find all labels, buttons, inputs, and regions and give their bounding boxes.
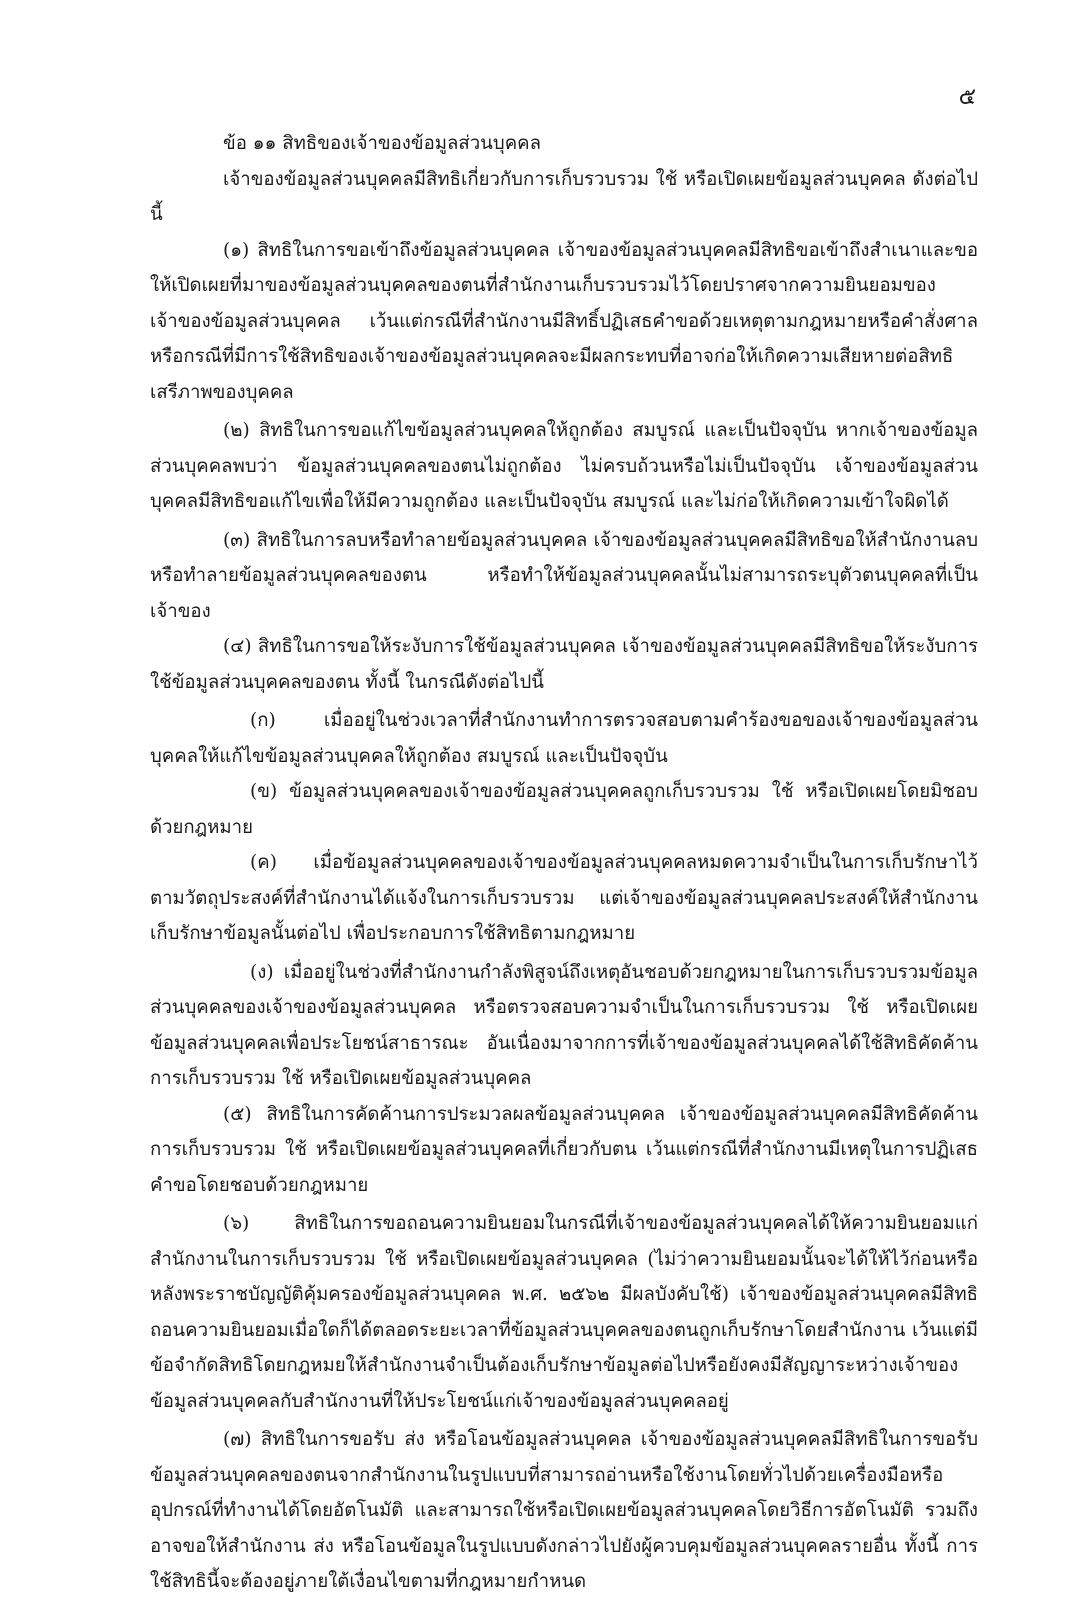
right-item-4: (๔) สิทธิในการขอให้ระงับการใช้ข้อมูลส่วนบุคคล เจ้าของข้อมูลส่วนบุคคลมีสิทธิขอให้ระงับการใช้ข้อมูลส่วนบุคคลของตน ทั้งนี้ ในกรณีดังต่อไปนี้ [150,636,978,693]
right-item-7: (๗) สิทธิในการขอรับ ส่ง หรือโอนข้อมูลส่วนบุคคล เจ้าของข้อมูลส่วนบุคคลมีสิทธิในการขอรับข้อมูลส่วนบุคคลของตนจากสำนักงานในรูปแบบที่สามารถอ่านหรือใช้งานโดยทั่วไปด้วยเครื่องมือหรืออุปกรณ์ที่ทำงานได้โดยอัตโนมัติ และสามารถใช้หรือเปิดเผยข้อมูลส่วนบุคคลโดยวิธีการอัตโนมัติ รวมถึงอาจขอให้สำนักงาน ส่ง หรือโอนข้อมูลในรูปแบบดังกล่าวไปยังผู้ควบคุมข้อมูลส่วนบุคคลรายอื่น ทั้งนี้ การใช้สิทธินี้จะต้องอยู่ภายใต้เงื่อนไขตามที่กฎหมายกำหนด [150,1429,978,1592]
right-item-6: (๖) สิทธิในการขอถอนความยินยอมในกรณีที่เจ้าของข้อมูลส่วนบุคคลได้ให้ความยินยอมแก่สำนักงานในการเก็บรวบรวม ใช้ หรือเปิดเผยข้อมูลส่วนบุคคล (ไม่ว่าความยินยอมนั้นจะได้ให้ไว้ก่อนหรือหลังพระราชบัญญัติคุ้มครองข้อมูลส่วนบุคคล พ.ศ. ๒๕๖๒ มีผลบังคับใช้) เจ้าของข้อมูลส่วนบุคคลมีสิทธิถอนความยินยอมเมื่อใดก็ได้ตลอดระยะเวลาที่ข้อมูลส่วนบุคคลของตนถูกเก็บรักษาโดยสำนักงาน เว้นแต่มีข้อจำกัดสิทธิโดยกฎหมยให้สำนักงานจำเป็นต้องเก็บรักษาข้อมูลต่อไปหรือยังคงมีสัญญาระหว่างเจ้าของข้อมูลส่วนบุคคลกับสำนักงานที่ให้ประโยชน์แก่เจ้าของข้อมูลส่วนบุคคลอยู่ [150,1213,978,1412]
right-item-3: (๓) สิทธิในการลบหรือทำลายข้อมูลส่วนบุคคล เจ้าของข้อมูลส่วนบุคคลมีสิทธิขอให้สำนักงานลบหรือทำลายข้อมูลส่วนบุคคลของตน หรือทำให้ข้อมูลส่วนบุคคลนั้นไม่สามารถระบุตัวตนบุคคลที่เป็นเจ้าของ [150,529,978,622]
section-heading: ข้อ ๑๑ สิทธิของเจ้าของข้อมูลส่วนบุคคล [223,133,541,154]
sub-item-kho: (ข) ข้อมูลส่วนบุคคลของเจ้าของข้อมูลส่วนบุคคลถูกเก็บรวบรวม ใช้ หรือเปิดเผยโดยมิชอบด้วยกฎหมาย [150,781,978,838]
right-item-5: (๕) สิทธิในการคัดค้านการประมวลผลข้อมูลส่วนบุคคล เจ้าของข้อมูลส่วนบุคคลมีสิทธิคัดค้านการเก็บรวบรวม ใช้ หรือเปิดเผยข้อมูลส่วนบุคคลที่เกี่ยวกับตน เว้นแต่กรณีที่สำนักงานมีเหตุในการปฏิเสธคำขอโดยชอบด้วยกฎหมาย [150,1103,978,1196]
right-item-2: (๒) สิทธิในการขอแก้ไขข้อมูลส่วนบุคคลให้ถูกต้อง สมบูรณ์ และเป็นปัจจุบัน หากเจ้าของข้อมูลส่วนบุคคลพบว่า ข้อมูลส่วนบุคคลของตนไม่ถูกต้อง ไม่ครบถ้วนหรือไม่เป็นปัจจุบัน เจ้าของข้อมูลส่วนบุคคลมีสิทธิขอแก้ไขเพื่อให้มีความถูกต้อง และเป็นปัจจุบัน สมบูรณ์ และไม่ก่อให้เกิดความเข้าใจผิดได้ [150,420,978,512]
sub-item-ka: (ก) เมื่ออยู่ในช่วงเวลาที่สำนักงานทำการตรวจสอบตามคำร้องขอของเจ้าของข้อมูลส่วนบุคคลให้แก้ไขข้อมูลส่วนบุคคลให้ถูกต้อง สมบูรณ์ และเป็นปัจจุบัน [150,710,978,767]
document-body [150,126,978,1600]
right-item-1: (๑) สิทธิในการขอเข้าถึงข้อมูลส่วนบุคคล เจ้าของข้อมูลส่วนบุคคลมีสิทธิขอเข้าถึงสำเนาและขอให้เปิดเผยที่มาของข้อมูลส่วนบุคคลของตนที่สำนักงานเก็บรวบรวมไว้โดยปราศจากความยินยอมของเจ้าของข้อมูลส่วนบุคคล เว้นแต่กรณีที่สำนักงานมีสิทธิ์ปฏิเสธคำขอด้วยเหตุตามกฎหมายหรือคำสั่งศาลหรือกรณีที่มีการใช้สิทธิของเจ้าของข้อมูลส่วนบุคคลจะมีผลกระทบที่อาจก่อให้เกิดความเสียหายต่อสิทธิเสรีภาพของบุคคล [150,239,978,403]
sub-item-kho-khwai: (ค) เมื่อข้อมูลส่วนบุคคลของเจ้าของข้อมูลส่วนบุคคลหมดความจำเป็นในการเก็บรักษาไว้ตามวัตถุประสงค์ที่สำนักงานได้แจ้งในการเก็บรวบรวม แต่เจ้าของข้อมูลส่วนบุคคลประสงค์ให้สำนักงานเก็บรักษาข้อมูลนั้นต่อไป เพื่อประกอบการใช้สิทธิตามกฎหมาย [150,852,978,944]
sub-item-ngo: (ง) เมื่ออยู่ในช่วงที่สำนักงานกำลังพิสูจน์ถึงเหตุอันชอบด้วยกฎหมายในการเก็บรวบรวมข้อมูลส่วนบุคคลของเจ้าของข้อมูลส่วนบุคคล หรือตรวจสอบความจำเป็นในการเก็บรวบรวม ใช้ หรือเปิดเผยข้อมูลส่วนบุคคลเพื่อประโยชน์สาธารณะ อันเนื่องมาจากการที่เจ้าของข้อมูลส่วนบุคคลได้ใช้สิทธิคัดค้านการเก็บรวบรวม ใช้ หรือเปิดเผยข้อมูลส่วนบุคคล [150,961,978,1089]
intro-paragraph: เจ้าของข้อมูลส่วนบุคคลมีสิทธิเกี่ยวกับการเก็บรวบรวม ใช้ หรือเปิดเผยข้อมูลส่วนบุคคล ดังต่อไปนี้ [150,168,978,225]
page-number: ๕ [958,84,976,110]
